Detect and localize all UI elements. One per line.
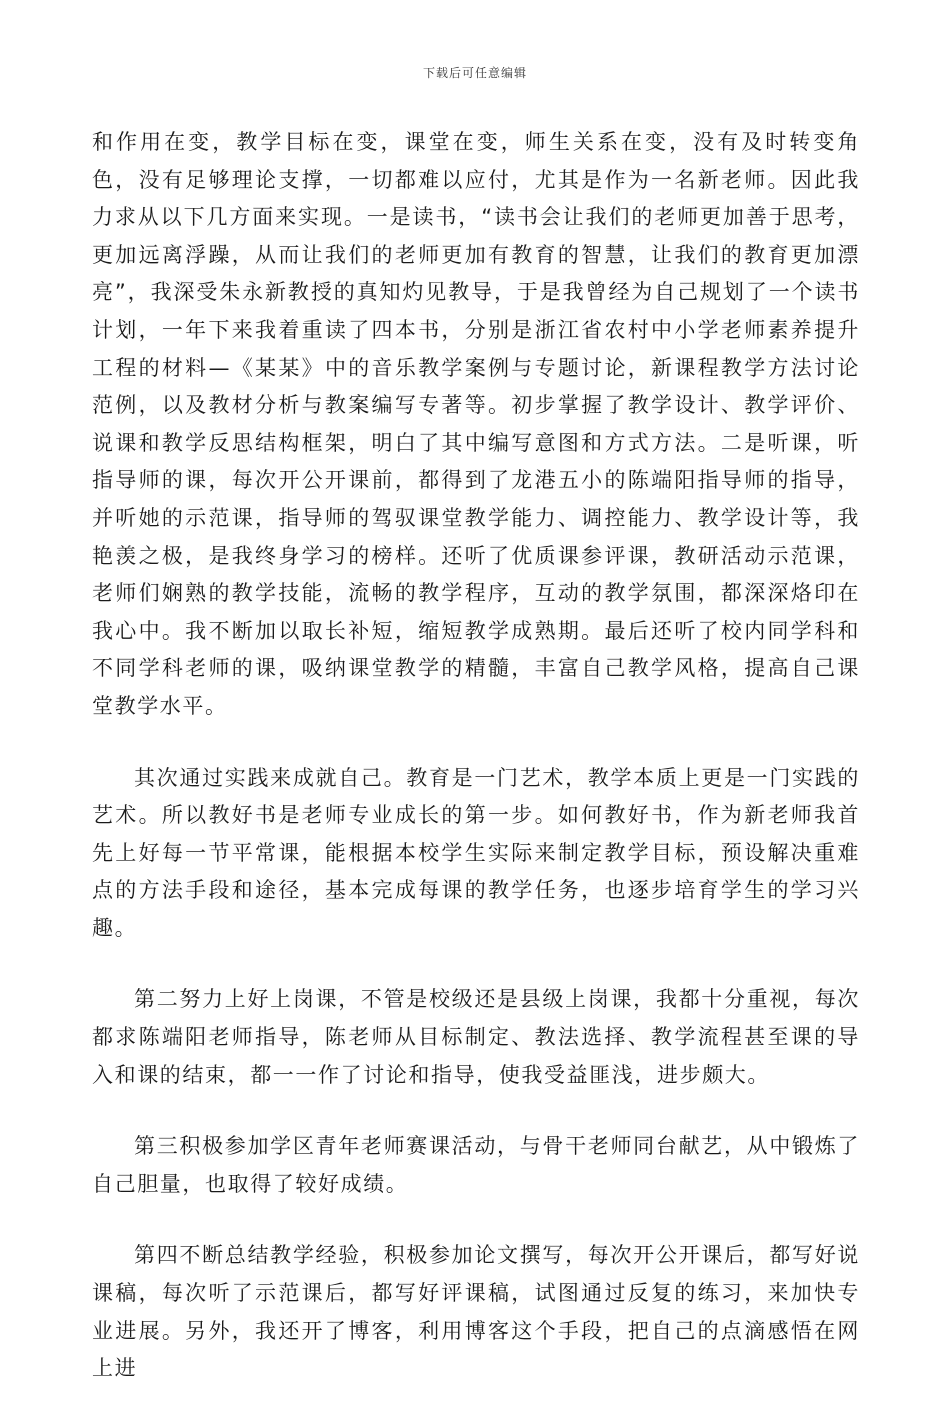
paragraph-3: 第二努力上好上岗课，不管是校级还是县级上岗课，我都十分重视，每次都求陈端阳老师指导，陈老师从目标制定、教法选择、教学流程甚至课的导入和课的结束，都一一作了讨论和指导，使我受益匪浅，进步颇大。 xyxy=(92,987,860,1087)
paragraph-2: 其次通过实践来成就自己。教育是一门艺术，教学本质上更是一门实践的艺术。所以教好书是老师专业成长的第一步。如何教好书，作为新老师我首先上好每一节平常课，能根据本校学生实际来制定教学目标，预设解决重难点的方法手段和途径，基本完成每课的教学任务，也逐步培育学生的学习兴趣。 xyxy=(92,765,860,940)
paragraph-4: 第三积极参加学区青年老师赛课活动，与骨干老师同台献艺，从中锻炼了自己胆量，也取得了较好成绩。 xyxy=(92,1134,860,1196)
paragraph-5: 第四不断总结教学经验，积极参加论文撰写，每次开公开课后，都写好说课稿，每次听了示范课后，都写好评课稿，试图通过反复的练习，来加快专业进展。另外，我还开了博客，利用博客这个手段，把自己的点滴感悟在网上进 xyxy=(92,1243,860,1381)
document-body xyxy=(92,124,860,1422)
page-header: 下载后可任意编辑 xyxy=(422,66,527,80)
paragraph-1: 和作用在变，教学目标在变，课堂在变，师生关系在变，没有及时转变角色，没有足够理论支撑，一切都难以应付，尤其是作为一名新老师。因此我力求从以下几方面来实现。一是读书，“读书会让我们的老师更加善于思考，更加远离浮躁，从而让我们的老师更加有教育的智慧，让我们的教育更加漂亮”，我深受朱永新教授的真知灼见教导，于是我曾经为自己规划了一个读书计划，一年下来我着重读了四本书，分别是浙江省农村中小学老师素养提升工程的材料—《某某》中的音乐教学案例与专题讨论，新课程教学方法讨论范例，以及教材分析与教案编写专著等。初步掌握了教学设计、教学评价、说课和教学反思结构框架，明白了其中编写意图和方式方法。二是听课，听指导师的课，每次开公开课前，都得到了龙港五小的陈端阳指导师的指导，并听她的示范课，指导师的驾驭课堂教学能力、调控能力、教学设计等，我艳羡之极，是我终身学习的榜样。还听了优质课参评课，教研活动示范课，老师们娴熟的教学技能，流畅的教学程序，互动的教学氛围，都深深烙印在我心中。我不断加以取长补短，缩短教学成熟期。最后还听了校内同学科和不同学科老师的课，吸纳课堂教学的精髓，丰富自己教学风格，提高自己课堂教学水平。 xyxy=(92,130,860,718)
